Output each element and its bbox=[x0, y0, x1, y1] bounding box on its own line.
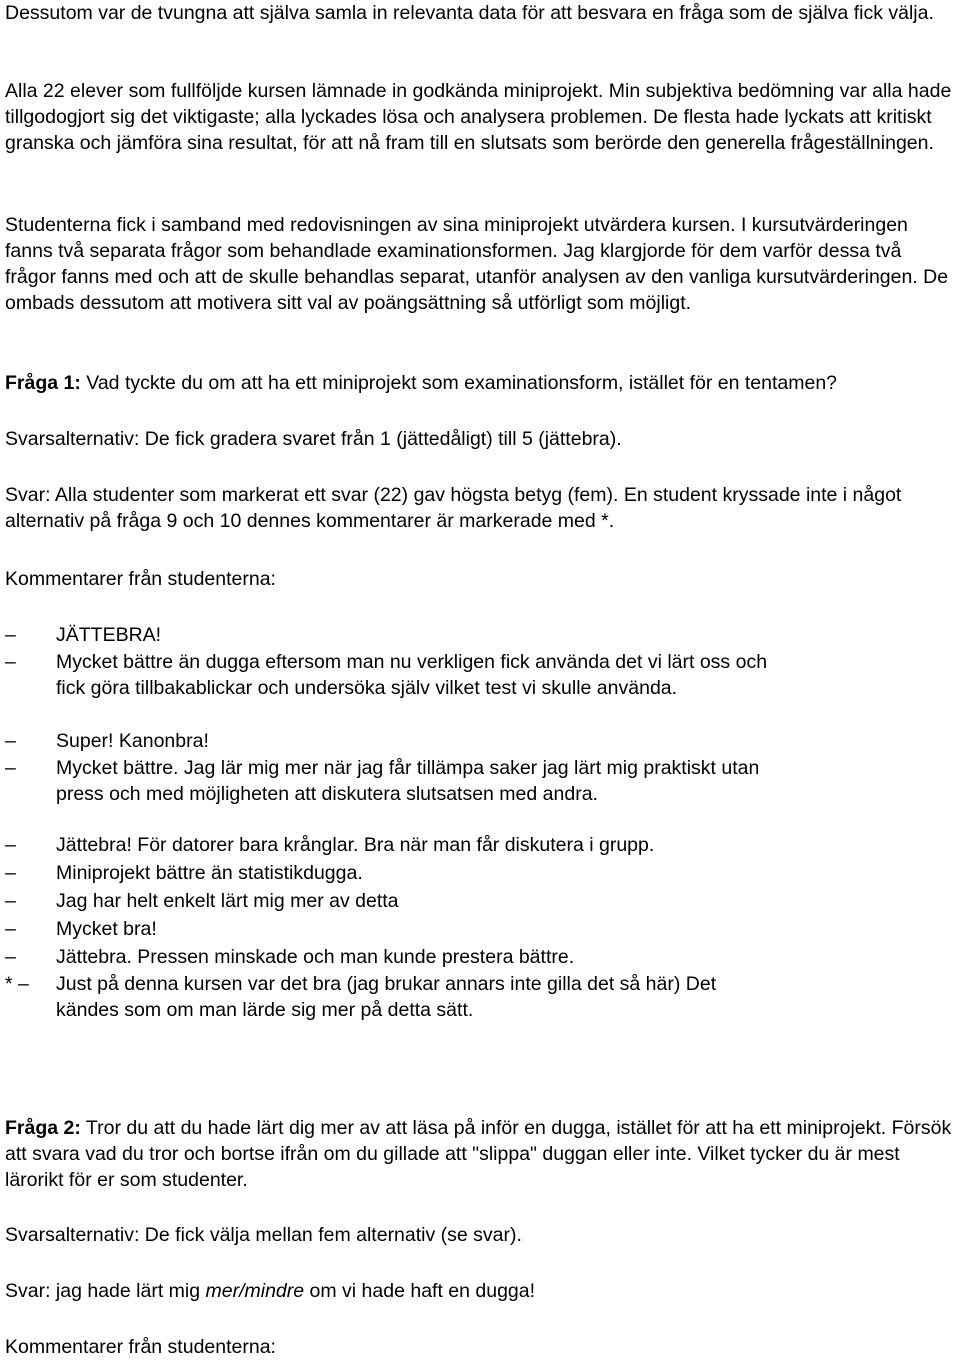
question-2 bbox=[5, 1115, 957, 1193]
comment-text: Just på denna kursen var det bra (jag brukar annars inte gilla det så här) Det kändes som om man lärde sig mer på detta sätt. bbox=[56, 973, 717, 1021]
comment-item bbox=[5, 888, 957, 914]
dash-marker: – bbox=[5, 651, 16, 673]
comment-item bbox=[5, 649, 957, 701]
comment-text: Mycket bättre. Jag lär mig mer när jag får tillämpa saker jag lärt mig praktiskt utan press och med möjligheten att diskutera slutsatsen med andra. bbox=[56, 757, 760, 805]
comment-text: Jättebra! För datorer bara krånglar. Bra när man får diskutera i grupp. bbox=[56, 834, 655, 856]
comment-item bbox=[5, 860, 957, 886]
comment-text: Jättebra. Pressen minskade och man kunde prestera bättre. bbox=[56, 946, 575, 968]
comment-item bbox=[5, 832, 957, 858]
answer-prefix: Svar: jag hade lärt mig bbox=[5, 1280, 206, 1302]
evaluation-paragraph: Studenterna fick i samband med redovisningen av sina miniprojekt utvärdera kursen. I kursutvärderingen fanns två separata frågor som behandlade examinationsformen. Jag klargjorde för dem varför dessa två frågor fanns med och att de skulle behandlas separat, utanför analysen av den vanliga kursutvärderingen. De ombads dessutom att motivera sitt val av poängsättning så utförligt som möjligt. bbox=[5, 214, 949, 314]
question-1 bbox=[5, 370, 957, 396]
answer-suffix: om vi hade haft en dugga! bbox=[304, 1280, 536, 1302]
question-1-comments-heading: Kommentarer från studenterna: bbox=[5, 568, 276, 590]
comment-item bbox=[5, 916, 957, 942]
comment-text: Mycket bra! bbox=[56, 918, 157, 940]
results-paragraph: Alla 22 elever som fullföljde kursen lämnade in godkända miniprojekt. Min subjektiva bedömning var alla hade tillgodogjort sig det viktigaste; alla lyckades lösa och analysera problemen. De flesta hade lyckats att kritiskt granska och jämföra sina resultat, för att nå fram till en slutsats som berörde den generella frågeställningen. bbox=[5, 80, 952, 154]
starred-dash-marker: * – bbox=[5, 973, 29, 995]
answer-emphasis: mer/mindre bbox=[205, 1280, 305, 1302]
question-1-text: Vad tyckte du om att ha ett miniprojekt som examinationsform, istället för en tentamen? bbox=[80, 372, 838, 394]
dash-marker: – bbox=[5, 862, 16, 884]
dash-marker: – bbox=[5, 757, 16, 779]
comment-item bbox=[5, 755, 957, 807]
comment-item bbox=[5, 944, 957, 970]
question-2-label: Fråga 2: bbox=[5, 1117, 81, 1139]
question-2-comments-heading: Kommentarer från studenterna: bbox=[5, 1336, 276, 1358]
intro-paragraph: Dessutom var de tvungna att själva samla in relevanta data för att besvara en fråga som de själva fick välja. bbox=[5, 2, 934, 24]
question-1-options: Svarsalternativ: De fick gradera svaret från 1 (jättedåligt) till 5 (jättebra). bbox=[5, 428, 622, 450]
question-1-answer: Svar: Alla studenter som markerat ett svar (22) gav högsta betyg (fem). En student kryssade inte i något alternativ på fråga 9 och 10 dennes kommentarer är markerade med *. bbox=[5, 484, 902, 532]
dash-marker: – bbox=[5, 918, 16, 940]
dash-marker: – bbox=[5, 946, 16, 968]
comment-item bbox=[5, 728, 957, 754]
comment-item bbox=[5, 622, 957, 648]
comment-text: Mycket bättre än dugga eftersom man nu verkligen fick använda det vi lärt oss och fick göra tillbakablickar och undersöka själv vilket test vi skulle använda. bbox=[56, 651, 768, 699]
comment-text: JÄTTEBRA! bbox=[56, 624, 162, 646]
question-2-text: Tror du att du hade lärt dig mer av att läsa på inför en dugga, istället för att ha ett miniprojekt. Försök att svara vad du tror och bortse ifrån om du gillade att "slippa" duggan eller inte. Vilket tycker du är mest lärorikt för er som studenter. bbox=[5, 1117, 952, 1191]
comment-item bbox=[5, 971, 957, 1023]
comment-text: Jag har helt enkelt lärt mig mer av detta bbox=[56, 890, 399, 912]
question-1-label: Fråga 1: bbox=[5, 372, 81, 394]
comment-text: Super! Kanonbra! bbox=[56, 730, 209, 752]
dash-marker: – bbox=[5, 730, 16, 752]
question-2-options: Svarsalternativ: De fick välja mellan fem alternativ (se svar). bbox=[5, 1224, 522, 1246]
dash-marker: – bbox=[5, 834, 16, 856]
dash-marker: – bbox=[5, 890, 16, 912]
question-2-answer bbox=[5, 1278, 957, 1304]
dash-marker: – bbox=[5, 624, 16, 646]
comment-text: Miniprojekt bättre än statistikdugga. bbox=[56, 862, 363, 884]
